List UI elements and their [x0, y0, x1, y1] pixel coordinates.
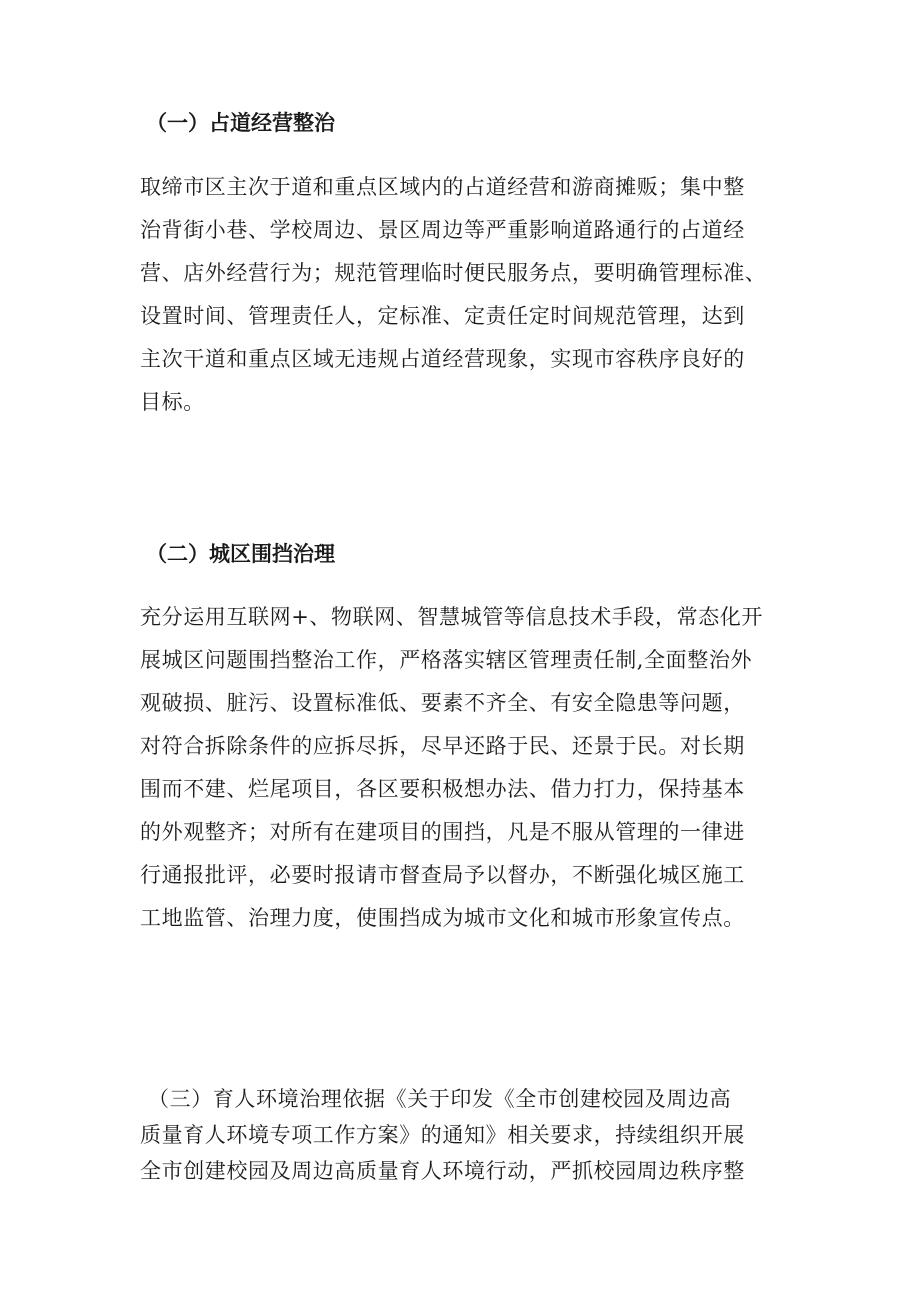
- paragraph-line: 营、店外经营行为；规范管理临时便民服务点，要明确管理标准、: [140, 261, 767, 285]
- paragraph-line: 围而不建、烂尾项目，各区要积极想办法、借力打力，保持基本: [140, 777, 745, 801]
- paragraph-line: 观破损、脏污、设置标准低、要素不齐全、有安全隐患等问题，: [140, 691, 745, 715]
- paragraph-1: [140, 166, 800, 424]
- paragraph-line: 目标。: [140, 390, 205, 414]
- paragraph-line: 设置时间、管理责任人，定标准、定责任定时间规范管理，达到: [140, 304, 745, 328]
- paragraph-line: 取缔市区主次于道和重点区域内的占道经营和游商摊贩；集中整: [140, 175, 745, 199]
- paragraph-2: [140, 596, 800, 940]
- paragraph-line: （三）育人环境治理依据《关于印发《全市创建校园及周边高: [148, 1087, 732, 1111]
- paragraph-3: [140, 1081, 800, 1189]
- paragraph-line: 充分运用互联网+、物联网、智慧城管等信息技术手段，常态化开: [140, 605, 763, 629]
- paragraph-line: 对符合拆除条件的应拆尽拆，尽早还路于民、还景于民。对长期: [140, 734, 745, 758]
- paragraph-line: 治背街小巷、学校周边、景区周边等严重影响道路通行的占道经: [140, 218, 745, 242]
- paragraph-line: 行通报批评，必要时报请市督查局予以督办，不断强化城区施工: [140, 863, 745, 887]
- paragraph-line: 的外观整齐；对所有在建项目的围挡，凡是不服从管理的一律进: [140, 820, 745, 844]
- paragraph-line: 展城区问题围挡整治工作，严格落实辖区管理责任制,全面整治外: [140, 648, 753, 672]
- paragraph-line: 全市创建校园及周边高质量育人环境行动，严抓校园周边秩序整: [140, 1159, 745, 1183]
- paragraph-line: 工地监管、治理力度，使围挡成为城市文化和城市形象宣传点。: [140, 906, 745, 930]
- paragraph-line: 主次干道和重点区域无违规占道经营现象，实现市容秩序良好的: [140, 347, 745, 371]
- section-heading-1: （一）占道经营整治: [146, 110, 335, 135]
- section-heading-2: （二）城区围挡治理: [146, 541, 335, 566]
- paragraph-line: 质量育人环境专项工作方案》的通知》相关要求，持续组织开展: [140, 1123, 745, 1147]
